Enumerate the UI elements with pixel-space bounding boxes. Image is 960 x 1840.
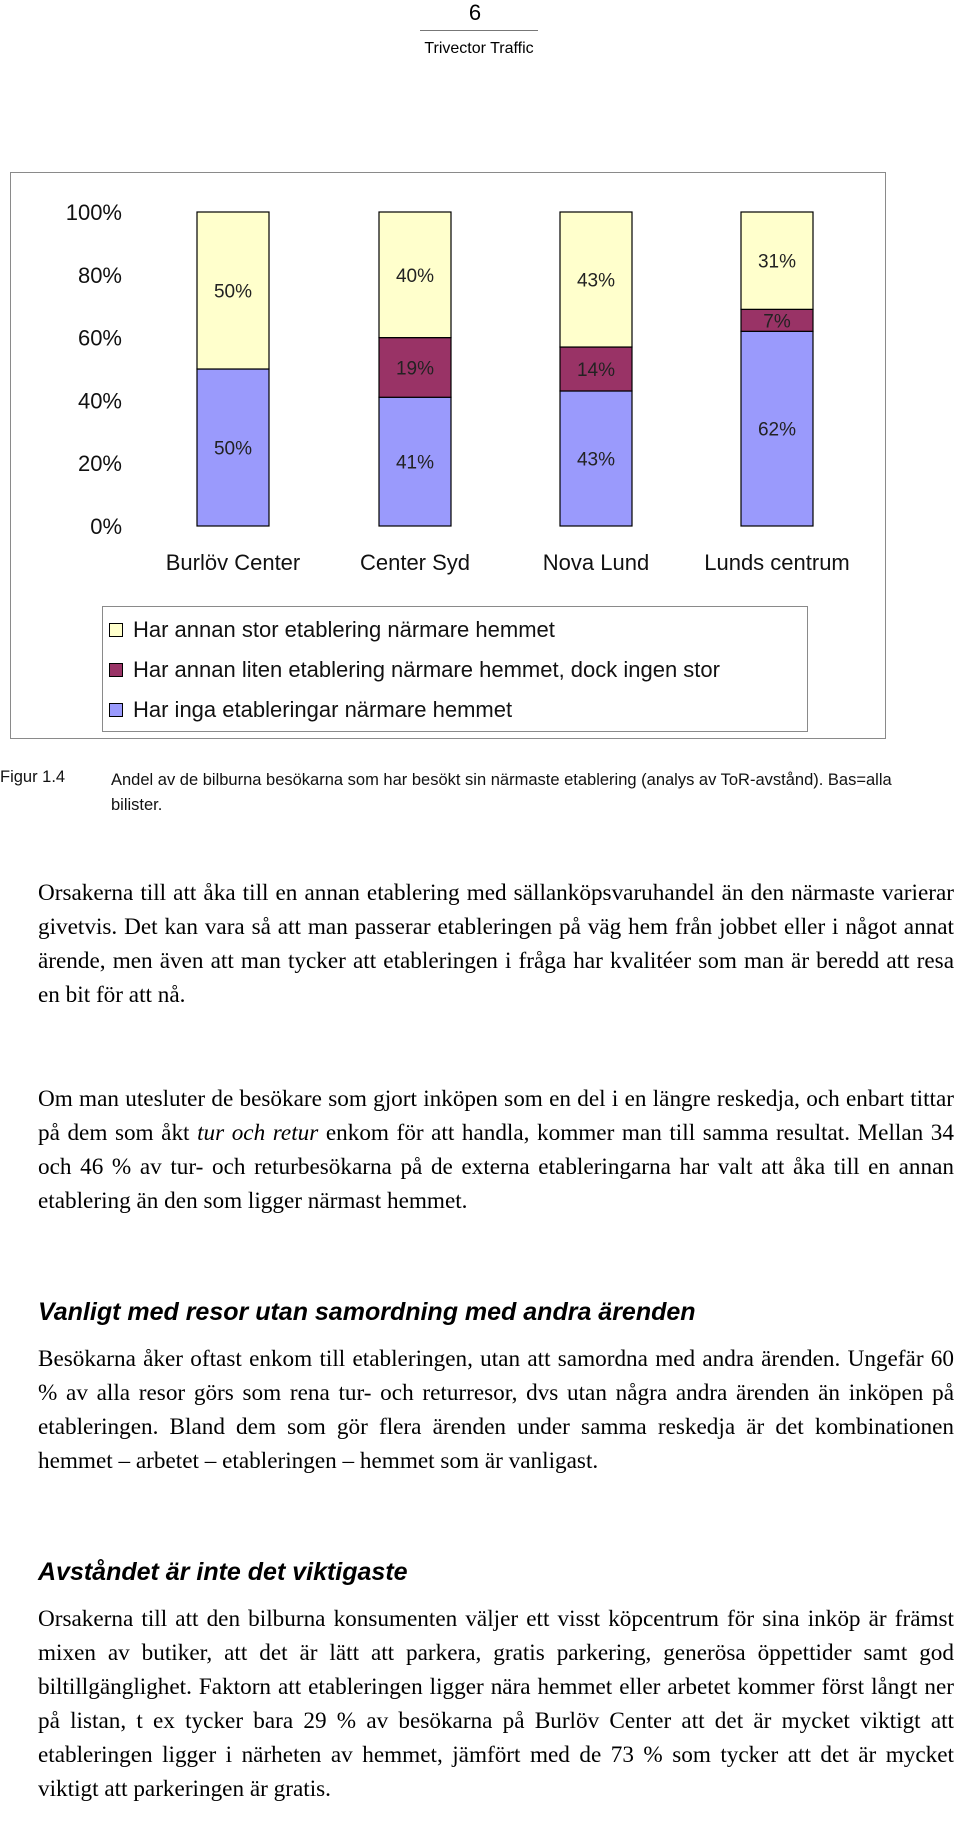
x-category-label: Center Syd	[359, 550, 471, 575]
paragraph-round-trip	[38, 1082, 954, 1218]
legend-item-none	[109, 695, 512, 725]
legend-label-none: Har inga etableringar närmare hemmet	[133, 697, 513, 722]
paragraph-reasons: Orsakerna till att åka till en annan etablering med sällanköpsvaruhandel än den närmaste varierar givetvis. Det kan vara så att man passerar etableringen på väg hem från jobbet eller i något annat ärende, men även att man tycker att etableringen i fråga har kvalitéer som man är beredd att resa en bit för att nå.	[38, 880, 954, 1008]
legend-swatch-small	[109, 663, 123, 677]
y-tick-label: 60%	[77, 325, 122, 351]
y-tick-label: 0%	[90, 514, 122, 539]
legend-swatch-large	[109, 623, 123, 637]
data-label: 50%	[213, 438, 253, 460]
section-heading-distance: Avståndet är inte det viktigaste	[38, 1558, 408, 1586]
legend-label-large: Har annan stor etablering närmare hemmet	[133, 617, 555, 642]
paragraph-round-trip-emphasis: tur och retur	[197, 1120, 319, 1146]
data-label: 41%	[395, 452, 435, 474]
data-label: 19%	[395, 358, 435, 380]
data-label: 40%	[395, 265, 435, 287]
y-tick-label: 20%	[77, 451, 122, 477]
header-organization: Trivector Traffic	[424, 40, 534, 57]
legend-item-large-establishment	[109, 615, 555, 645]
paragraph-round-trip-part2: enkom för att handla, kommer man till samma resultat. Mellan 34 och 46 % av tur- och returbesökarna på de externa etableringarna har valt att åka till en annan etablering än den som ligger närmast hemmet.	[38, 1120, 954, 1214]
data-label: 7%	[763, 311, 791, 333]
section-heading-coordination: Vanligt med resor utan samordning med andra ärenden	[38, 1298, 696, 1326]
data-label: 50%	[213, 281, 253, 303]
data-label: 31%	[757, 251, 797, 273]
y-tick-label: 100%	[65, 200, 122, 225]
page-number: 6	[468, 0, 482, 25]
y-tick-label: 80%	[77, 262, 122, 288]
x-category-label: Lunds centrum	[704, 550, 850, 575]
paragraph-round-trip-part1: Om man utesluter de besökare som gjort inköpen som en del i en längre reskedja, och enbart tittar på dem som åkt	[38, 1086, 954, 1146]
y-tick-label: 40%	[77, 388, 122, 414]
data-label: 62%	[757, 419, 797, 441]
legend-item-small-establishment	[109, 655, 720, 685]
figure-caption-text: Andel av de bilburna besökarna som har besökt sin närmaste etablering (analys av ToR-avstånd). Bas=alla bilister.	[111, 771, 892, 814]
x-category-label: Nova Lund	[542, 550, 650, 575]
legend-label-small: Har annan liten etablering närmare hemmet, dock ingen stor	[133, 657, 720, 682]
figure-label: Figur 1.4	[0, 768, 66, 786]
data-label: 43%	[576, 449, 616, 471]
paragraph-trips: Besökarna åker oftast enkom till etableringen, utan att samordna med andra ärenden. Ungefär 60 % av alla resor görs som rena tur- och returresor, dvs utan några andra ärenden än inköpen på etableringen. Bland dem som gör flera ärenden under samma reskedja är det kombinationen hemmet – arbetet – etableringen – hemmet som är vanligast.	[38, 1346, 954, 1474]
chart-legend	[102, 606, 808, 732]
data-label: 43%	[576, 270, 616, 292]
x-category-label: Burlöv Center	[165, 550, 301, 575]
data-label: 14%	[576, 360, 616, 381]
paragraph-distance: Orsakerna till att den bilburna konsumenten väljer ett visst köpcentrum för sina inköp är främst mixen av butiker, att det är lätt att parkera, gratis parkering, generösa öppettider samt god biltillgänglighet. Faktorn att etableringen ligger nära hemmet eller arbetet kommer först långt ner på listan, t ex tycker bara 29 % av besökarna på Burlöv Center att det är mycket viktigt att etableringen ligger i närheten av hemmet, jämfört med de 73 % som tycker att det är mycket viktigt att parkeringen är gratis.	[38, 1606, 954, 1802]
legend-swatch-none	[109, 703, 123, 717]
